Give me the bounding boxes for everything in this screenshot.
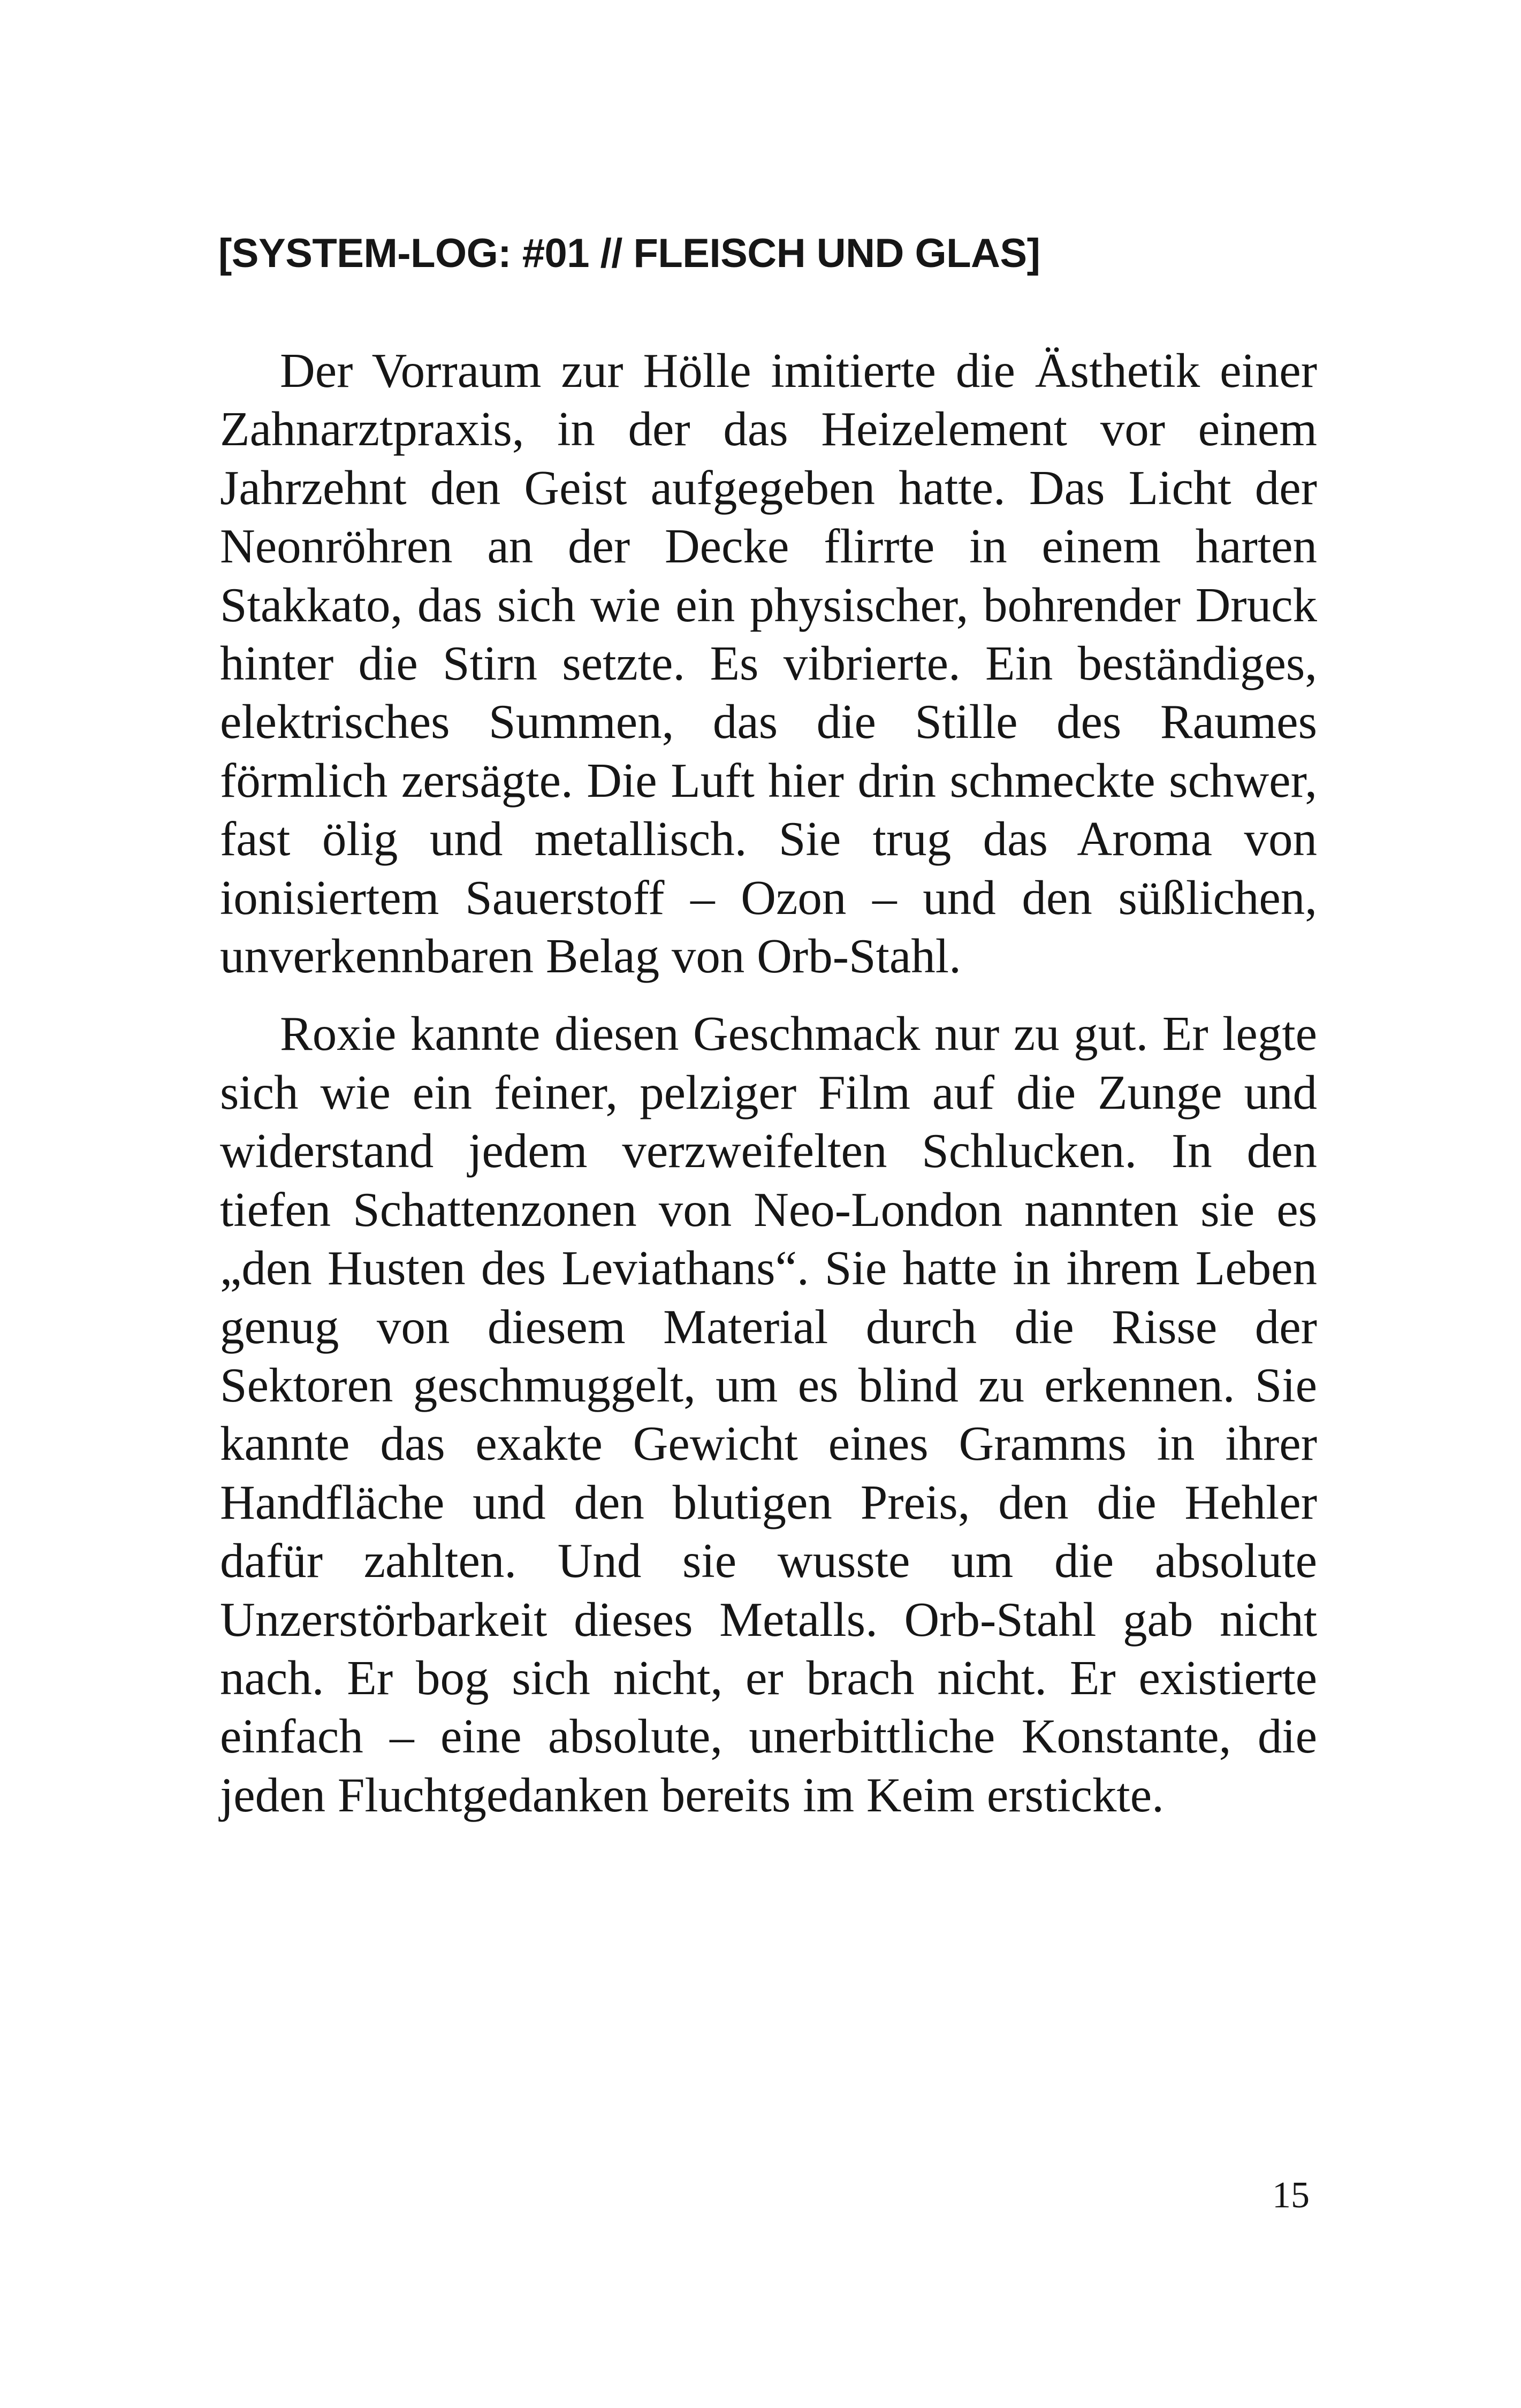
- page-number: 15: [1272, 2175, 1310, 2216]
- paragraph: Roxie kannte diesen Geschmack nur zu gut. Er legte sich wie ein feiner, pelziger Film auf die Zunge und widerstand jedem verzweifelten Schlucken. In den tiefen Schattenzonen von Neo-London nannten sie es „den Husten des Leviathans“. Sie hatte in ihrem Leben genug von diesem Material durch die Risse der Sektoren geschmuggelt, um es blind zu erkennen. Sie kannte das exakte Gewicht eines Gramms in ihrer Handfläche und den blutigen Preis, den die Hehler dafür zahlten. Und sie wusste um die absolute Unzerstörbarkeit dieses Metalls. Orb-Stahl gab nicht nach. Er bog sich nicht, er brach nicht. Er existierte einfach – eine absolute, unerbittliche Konstante, die jeden Fluchtgedanken bereits im Keim erstickte.: [220, 1007, 1317, 1822]
- paragraph: Der Vorraum zur Hölle imitierte die Ästhetik einer Zahnarztpraxis, in der das Heizelement vor einem Jahrzehnt den Geist aufgegeben hatte. Das Licht der Neonröhren an der Decke flirrte in einem harten Stakkato, das sich wie ein physischer, bohrender Druck hinter die Stirn setzte. Es vibrierte. Ein beständiges, elektrisches Summen, das die Stille des Raumes förmlich zersägte. Die Luft hier drin schmeckte schwer, fast ölig und metallisch. Sie trug das Aroma von ionisiertem Sauerstoff – Ozon – und den süßlichen, unverkennbaren Belag von Orb-Stahl.: [220, 344, 1317, 984]
- body-text: [220, 341, 1317, 1843]
- chapter-heading: [SYSTEM-LOG: #01 // FLEISCH UND GLAS]: [218, 231, 1040, 276]
